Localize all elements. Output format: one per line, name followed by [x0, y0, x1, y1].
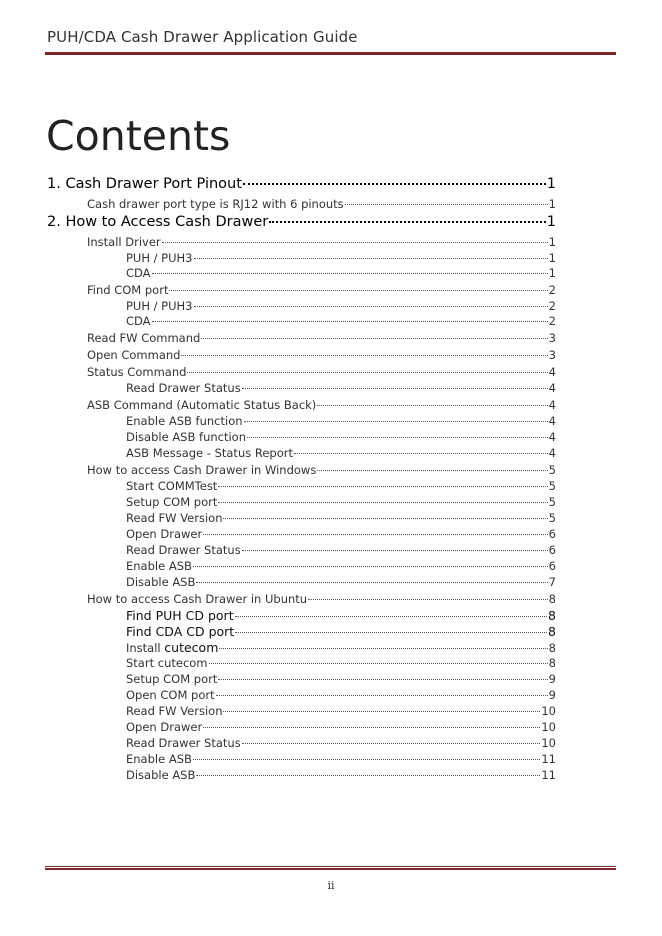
toc-entry-page: 11: [541, 768, 556, 782]
page-title: Contents: [46, 112, 231, 160]
toc-entry[interactable]: [87, 365, 556, 379]
toc-entry-title: Enable ASB: [126, 559, 192, 573]
toc-entry-page: 10: [541, 720, 556, 734]
toc-entry-title: CDA: [126, 266, 151, 280]
toc-entry-page: 5: [548, 495, 556, 509]
toc-entry-title: Install cutecom: [126, 640, 219, 655]
toc-entry-title: Open Drawer: [126, 527, 203, 541]
toc-entry-title: Read FW Version: [126, 511, 223, 525]
toc-entry-page: 1: [548, 266, 556, 280]
toc-entry[interactable]: [47, 176, 556, 192]
toc-leader-dots: [194, 305, 548, 307]
toc-entry-title: How to access Cash Drawer in Windows: [87, 463, 317, 477]
toc-entry-title: Status Command: [87, 365, 187, 379]
page-number: ii: [327, 879, 335, 892]
toc-entry[interactable]: [126, 768, 556, 782]
toc-entry[interactable]: [126, 381, 556, 395]
toc-entry[interactable]: [126, 543, 556, 557]
toc-entry[interactable]: [126, 608, 556, 623]
toc-entry[interactable]: [126, 495, 556, 509]
toc-entry-emphasis: cutecom: [164, 640, 219, 655]
toc-leader-dots: [308, 598, 548, 600]
toc-entry-title: 1. Cash Drawer Port Pinout: [47, 176, 242, 192]
toc-entry[interactable]: [126, 720, 556, 734]
toc-leader-dots: [242, 387, 548, 389]
toc-leader-dots: [193, 758, 540, 760]
toc-entry-page: 10: [541, 704, 556, 718]
toc-leader-dots: [317, 469, 547, 471]
toc-leader-dots: [201, 337, 547, 339]
toc-entry-page: 6: [548, 543, 556, 557]
toc-entry-title: Start cutecom: [126, 656, 208, 670]
toc-leader-dots: [152, 320, 548, 322]
toc-entry-title: Setup COM port: [126, 672, 218, 686]
toc-entry-page: 11: [541, 752, 556, 766]
toc-entry[interactable]: [126, 446, 556, 460]
toc-entry-page: 2: [548, 299, 556, 313]
toc-entry-title: Disable ASB: [126, 575, 196, 589]
toc-entry-page: 3: [548, 331, 556, 345]
toc-entry-page: 4: [548, 365, 556, 379]
toc-entry[interactable]: [126, 624, 556, 639]
toc-entry[interactable]: [126, 640, 556, 655]
toc-entry-title: Open COM port: [126, 688, 215, 702]
toc-entry[interactable]: [126, 672, 556, 686]
toc-leader-dots: [196, 774, 540, 776]
toc-entry[interactable]: [87, 592, 556, 606]
toc-entry[interactable]: [126, 527, 556, 541]
toc-entry-page: 8: [548, 624, 556, 639]
toc-leader-dots: [194, 257, 548, 259]
toc-entry-page: 8: [548, 608, 556, 623]
toc-entry-page: 3: [548, 348, 556, 362]
toc-entry-title: Setup COM port: [126, 495, 218, 509]
toc-entry-title: Read Drawer Status: [126, 543, 241, 557]
toc-leader-dots: [223, 517, 547, 519]
toc-entry[interactable]: [126, 736, 556, 750]
toc-entry-page: 9: [548, 672, 556, 686]
toc-entry-title: Install Driver: [87, 235, 161, 249]
toc-entry-title: CDA: [126, 314, 151, 328]
toc-leader-dots: [203, 726, 540, 728]
toc-entry-title: ASB Message - Status Report: [126, 446, 293, 460]
toc-entry-page: 7: [548, 575, 556, 589]
toc-entry-page: 1: [548, 251, 556, 265]
toc-entry-title: 2. How to Access Cash Drawer: [47, 214, 269, 230]
toc-entry[interactable]: [126, 314, 556, 328]
toc-entry[interactable]: [126, 575, 556, 589]
toc-leader-dots: [244, 420, 548, 422]
footer-rule-top: [45, 866, 616, 867]
toc-entry[interactable]: [87, 398, 556, 412]
toc-entry[interactable]: [87, 235, 556, 249]
toc-entry-title: Disable ASB function: [126, 430, 247, 444]
toc-leader-dots: [269, 220, 546, 223]
toc-entry[interactable]: [47, 214, 556, 230]
toc-entry-page: 10: [541, 736, 556, 750]
toc-entry-page: 4: [548, 446, 556, 460]
toc-leader-dots: [345, 203, 548, 205]
toc-entry-title: Find PUH CD port: [126, 608, 234, 623]
toc-entry-title: Read Drawer Status: [126, 736, 241, 750]
toc-entry-page: 1: [548, 235, 556, 249]
toc-entry-title: PUH / PUH3: [126, 299, 193, 313]
toc-entry-page: 6: [548, 527, 556, 541]
toc-entry-title: ASB Command (Automatic Status Back): [87, 398, 317, 412]
toc-leader-dots: [181, 354, 547, 356]
toc-entry-title: How to access Cash Drawer in Ubuntu: [87, 592, 308, 606]
toc-entry[interactable]: [126, 251, 556, 265]
toc-entry-title: Find CDA CD port: [126, 624, 235, 639]
toc-entry[interactable]: [126, 430, 556, 444]
toc-entry-page: 4: [548, 398, 556, 412]
toc-entry-page: 1: [546, 214, 556, 230]
toc-leader-dots: [219, 647, 547, 649]
toc-leader-dots: [162, 241, 548, 243]
toc-leader-dots: [203, 533, 547, 535]
toc-entry-page: 9: [548, 688, 556, 702]
toc-leader-dots: [243, 182, 546, 185]
toc-entry-title: Open Command: [87, 348, 181, 362]
toc-entry-page: 1: [548, 197, 556, 211]
toc-entry-page: 4: [548, 381, 556, 395]
toc-entry[interactable]: [126, 656, 556, 670]
toc-entry[interactable]: [126, 266, 556, 280]
toc-entry[interactable]: [126, 479, 556, 493]
toc-entry-title: Read FW Version: [126, 704, 223, 718]
toc-entry-page: 8: [548, 592, 556, 606]
toc-entry[interactable]: [87, 197, 556, 211]
toc-entry-title: Read FW Command: [87, 331, 201, 345]
toc-entry[interactable]: [87, 348, 556, 362]
toc-entry-title: Enable ASB function: [126, 414, 243, 428]
toc-leader-dots: [235, 631, 547, 633]
toc-leader-dots: [187, 371, 547, 373]
toc-entry-page: 5: [548, 463, 556, 477]
toc-leader-dots: [196, 581, 547, 583]
toc-leader-dots: [294, 452, 548, 454]
toc-leader-dots: [223, 710, 540, 712]
toc-leader-dots: [152, 272, 548, 274]
toc-leader-dots: [242, 742, 541, 744]
toc-entry[interactable]: [126, 752, 556, 766]
toc-entry-page: 5: [548, 479, 556, 493]
toc-entry-page: 8: [548, 641, 556, 655]
toc-entry[interactable]: [126, 704, 556, 718]
toc-entry[interactable]: [126, 688, 556, 702]
toc-entry-title: PUH / PUH3: [126, 251, 193, 265]
toc-entry-page: 2: [548, 283, 556, 297]
toc-leader-dots: [317, 404, 547, 406]
toc-entry-title: Enable ASB: [126, 752, 192, 766]
toc-entry[interactable]: [87, 283, 556, 297]
toc-entry-page: 4: [548, 414, 556, 428]
toc-entry[interactable]: [126, 299, 556, 313]
toc-entry-title: Read Drawer Status: [126, 381, 241, 395]
toc-entry-page: 1: [546, 176, 556, 192]
toc-entry-page: 4: [548, 430, 556, 444]
toc-entry[interactable]: [126, 511, 556, 525]
toc-leader-dots: [218, 501, 547, 503]
toc-entry-title: Open Drawer: [126, 720, 203, 734]
toc-entry[interactable]: [87, 331, 556, 345]
toc-leader-dots: [209, 662, 548, 664]
toc-leader-dots: [216, 694, 548, 696]
toc-entry-title: Start COMMTest: [126, 479, 218, 493]
toc-entry-page: 8: [548, 656, 556, 670]
header-rule: [45, 52, 616, 55]
toc-leader-dots: [193, 565, 548, 567]
toc-leader-dots: [218, 485, 547, 487]
toc-leader-dots: [169, 289, 547, 291]
toc-entry[interactable]: [126, 414, 556, 428]
header-title: PUH/CDA Cash Drawer Application Guide: [47, 28, 358, 46]
toc-entry[interactable]: [87, 463, 556, 477]
toc-entry-title: Cash drawer port type is RJ12 with 6 pinouts: [87, 197, 344, 211]
toc-entry-title: Disable ASB: [126, 768, 196, 782]
toc-entry-title: Find COM port: [87, 283, 169, 297]
toc-entry-page: 5: [548, 511, 556, 525]
toc-leader-dots: [218, 678, 547, 680]
toc-entry-page: 2: [548, 314, 556, 328]
toc-leader-dots: [242, 549, 548, 551]
toc-entry-page: 6: [548, 559, 556, 573]
toc-leader-dots: [235, 615, 547, 617]
footer-rule: [45, 868, 616, 870]
toc-entry[interactable]: [126, 559, 556, 573]
toc-leader-dots: [247, 436, 548, 438]
